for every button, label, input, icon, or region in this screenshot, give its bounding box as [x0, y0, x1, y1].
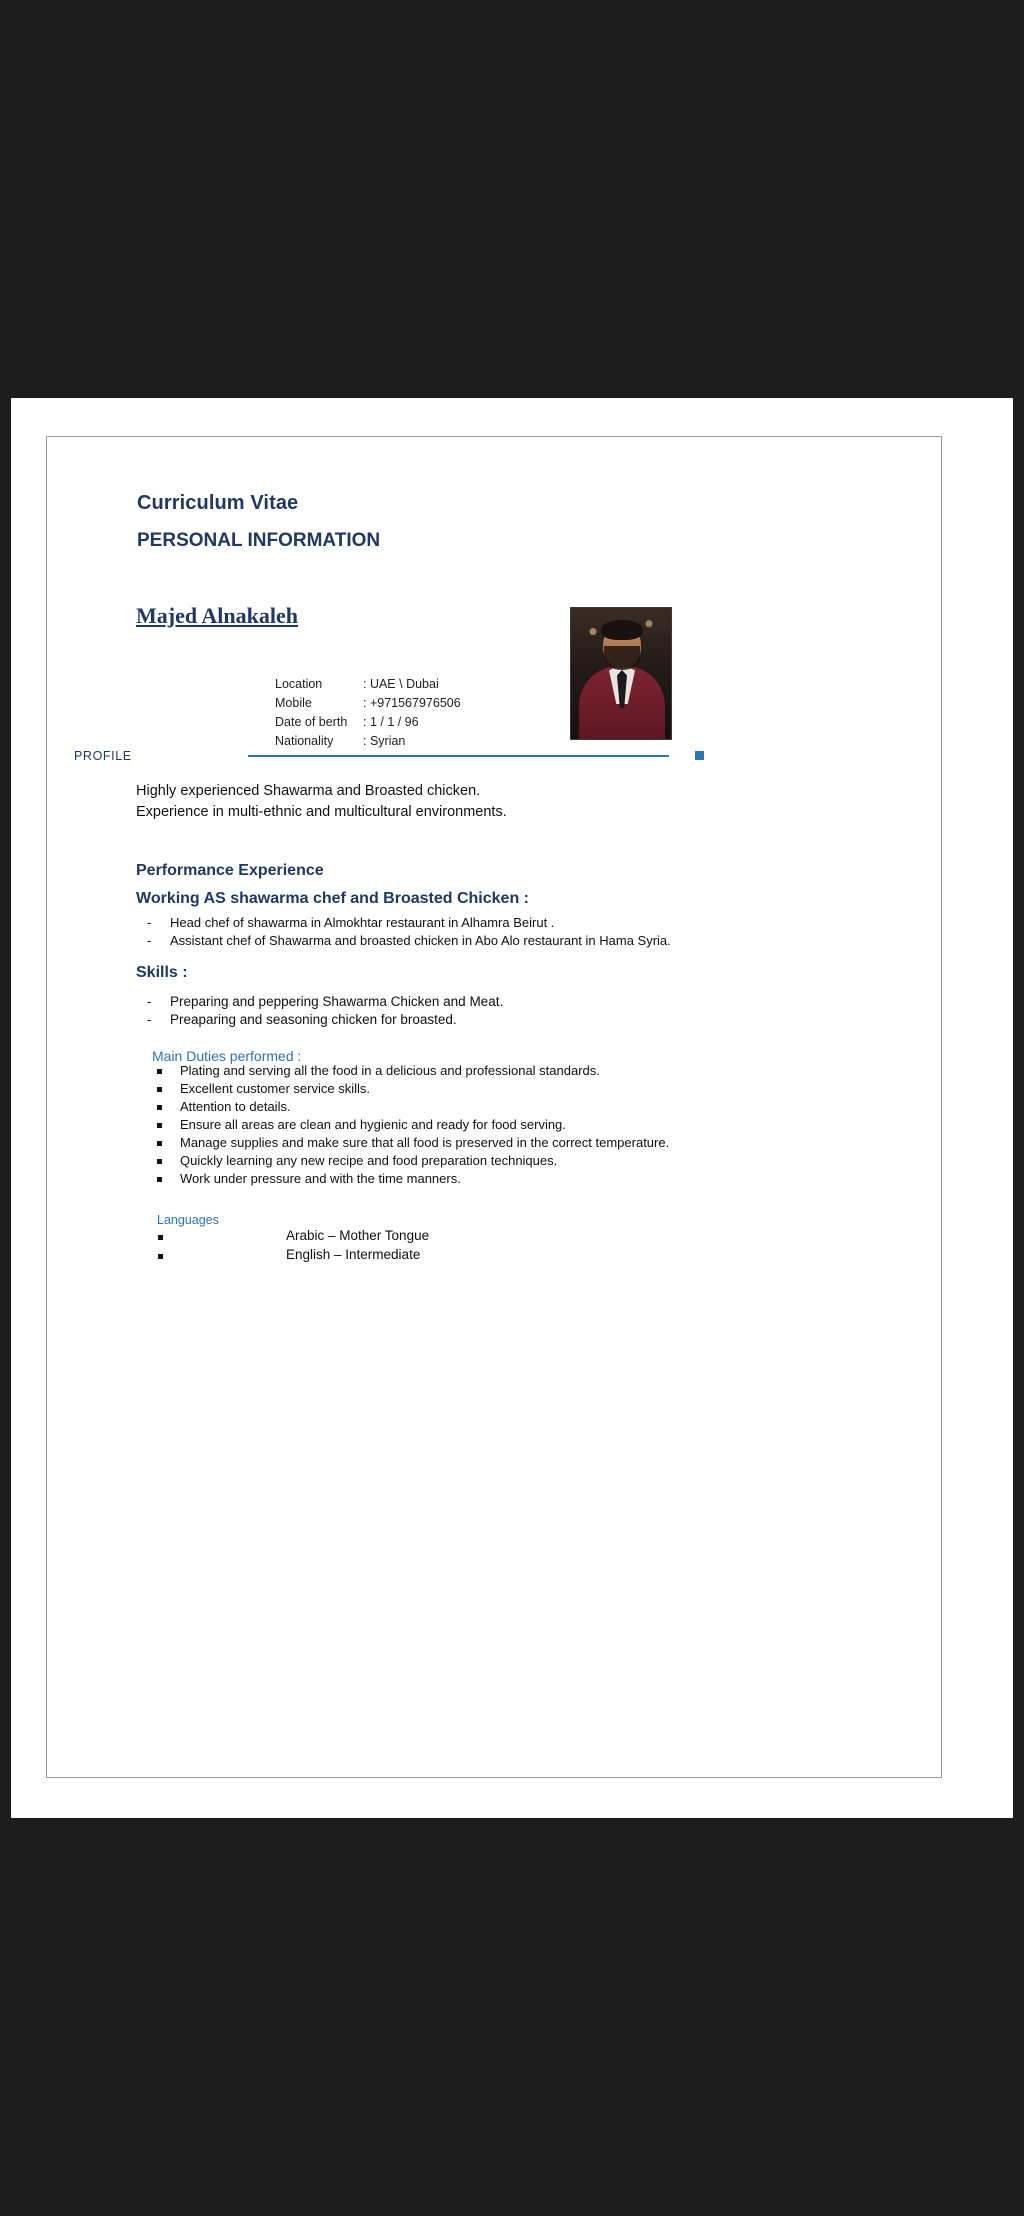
detail-row	[275, 675, 461, 694]
experience-item: Assistant chef of Shawarma and broasted chicken in Abo Alo restaurant in Hama Syria.	[170, 933, 671, 948]
profile-label: PROFILE	[74, 749, 132, 763]
duty-item: Quickly learning any new recipe and food preparation techniques.	[180, 1153, 558, 1168]
detail-value: : UAE \ Dubai	[363, 677, 439, 691]
duty-item: Work under pressure and with the time manners.	[180, 1171, 461, 1186]
candidate-photo	[570, 607, 672, 740]
square-bullet-icon	[157, 1087, 162, 1092]
language-item: Arabic – Mother Tongue	[286, 1228, 430, 1243]
performance-experience-heading: Performance Experience	[136, 862, 324, 879]
personal-information-heading: PERSONAL INFORMATION	[137, 530, 381, 551]
square-bullet-icon	[158, 1235, 163, 1240]
detail-row	[275, 694, 461, 713]
language-item: English – Intermediate	[286, 1247, 421, 1262]
detail-label: Mobile	[275, 696, 312, 710]
profile-line-1: Highly experienced Shawarma and Broasted chicken.	[136, 783, 481, 799]
dash-bullet-icon: -	[147, 915, 152, 930]
dash-bullet-icon: -	[147, 994, 152, 1009]
profile-divider	[248, 755, 669, 757]
detail-label: Date of berth	[275, 715, 348, 729]
experience-item: Head chef of shawarma in Almokhtar restaurant in Alhamra Beirut .	[170, 915, 555, 930]
document-page	[11, 398, 1013, 1818]
dash-bullet-icon: -	[147, 1012, 152, 1027]
square-bullet-icon	[157, 1069, 162, 1074]
duty-item: Plating and serving all the food in a delicious and professional standards.	[180, 1063, 600, 1078]
profile-divider-endcap	[695, 751, 704, 760]
detail-label: Nationality	[275, 734, 334, 748]
photo-hair	[601, 620, 643, 640]
detail-row	[275, 732, 461, 751]
dash-bullet-icon: -	[147, 933, 152, 948]
cv-title: Curriculum Vitae	[137, 492, 299, 514]
languages-heading: Languages	[157, 1213, 219, 1227]
duty-item: Manage supplies and make sure that all food is preserved in the correct temperature.	[180, 1135, 670, 1150]
candidate-name: Majed Alnakaleh	[136, 603, 298, 628]
detail-value: : +971567976506	[363, 696, 461, 710]
working-as-heading: Working AS shawarma chef and Broasted Chicken :	[136, 890, 529, 907]
main-duties-heading: Main Duties performed :	[152, 1048, 302, 1064]
square-bullet-icon	[157, 1105, 162, 1110]
detail-label: Location	[275, 677, 323, 691]
photo-beard	[604, 646, 640, 670]
detail-value: : 1 / 1 / 96	[363, 715, 419, 729]
duty-item: Excellent customer service skills.	[180, 1081, 370, 1096]
skills-heading: Skills :	[136, 964, 188, 981]
detail-row	[275, 713, 461, 732]
skills-item: Preaparing and seasoning chicken for broasted.	[170, 1012, 457, 1027]
square-bullet-icon	[157, 1123, 162, 1128]
square-bullet-icon	[157, 1159, 162, 1164]
document-border	[46, 436, 942, 1778]
detail-value: : Syrian	[363, 734, 406, 748]
personal-details-block	[275, 675, 461, 751]
square-bullet-icon	[157, 1177, 162, 1182]
square-bullet-icon	[157, 1141, 162, 1146]
skills-item: Preparing and peppering Shawarma Chicken and Meat.	[170, 994, 504, 1009]
duty-item: Ensure all areas are clean and hygienic and ready for food serving.	[180, 1117, 566, 1132]
duty-item: Attention to details.	[180, 1099, 291, 1114]
profile-line-2: Experience in multi-ethnic and multicultural environments.	[136, 804, 507, 820]
square-bullet-icon	[158, 1254, 163, 1259]
